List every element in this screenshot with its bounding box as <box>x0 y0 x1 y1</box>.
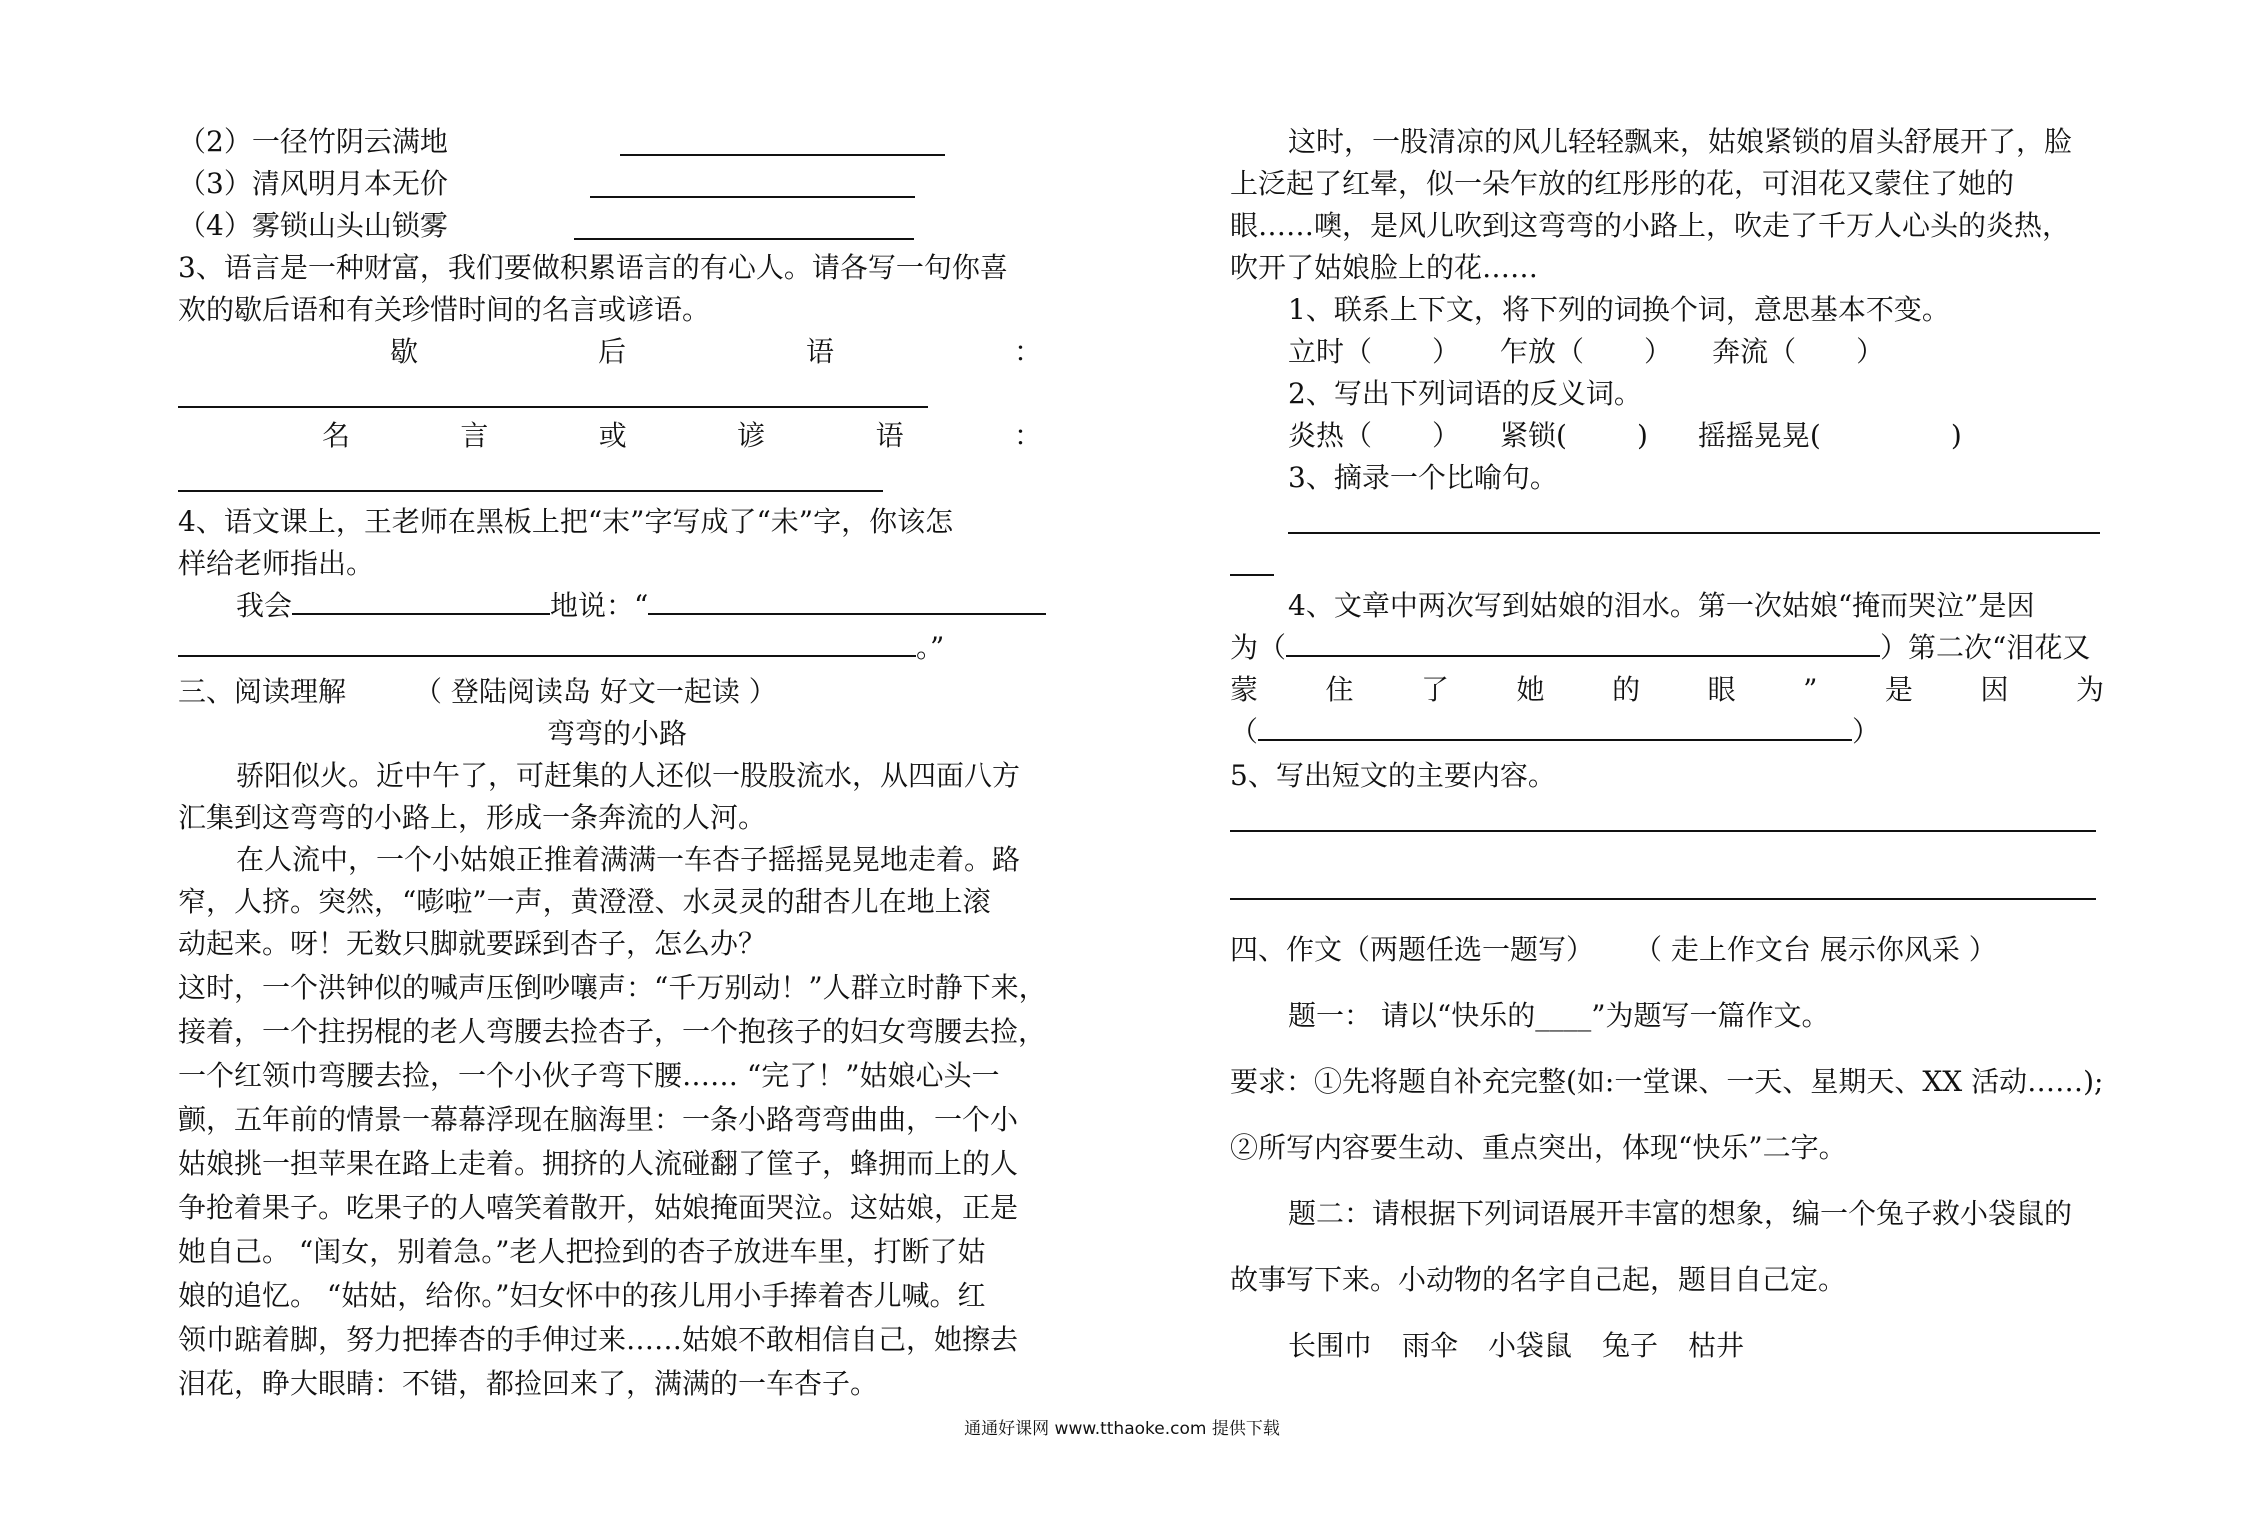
story-title: 弯弯的小路 <box>546 717 687 750</box>
label-char: 言 <box>460 419 489 452</box>
text-prefix: 为（ <box>1230 631 1287 664</box>
paren-close: ） <box>1852 715 1881 748</box>
story-line: 领巾踮着脚，努力把捧杏的手伸过来……姑娘不敢相信自己，她擦去 <box>178 1323 1019 1356</box>
footer-credit: 通通好课网 www.tthaoke.com 提供下载 <box>964 1419 1280 1439</box>
xiehouyu-answer-line[interactable] <box>178 406 928 408</box>
section-title: 三、阅读理解 <box>178 675 347 708</box>
text-char: 眼 <box>1707 673 1736 706</box>
answer-line[interactable] <box>1230 574 1274 576</box>
section-4-heading <box>1230 930 2104 970</box>
label-char: 语 <box>875 419 904 452</box>
label-char: 歇 <box>390 335 419 368</box>
reading-question-2-words <box>1230 416 2104 456</box>
story-line: 娘的追忆。 “姑姑，给你。”妇女怀中的孩儿用小手捧着杏儿喊。红 <box>178 1279 986 1312</box>
word-prompt: ） <box>1856 335 1885 368</box>
reading-question-4-line-1: 4、文章中两次写到姑娘的泪水。第一次姑娘“掩而哭泣”是因 <box>1288 589 2035 622</box>
reading-question-3: 3、摘录一个比喻句。 <box>1288 461 1558 494</box>
text-char: 为 <box>2075 673 2104 706</box>
mingyan-label <box>178 416 1056 456</box>
answer-blank[interactable] <box>292 587 550 615</box>
story-line: 她自己。 “闺女，别着急。”老人把捡到的杏子放进车里，打断了姑 <box>178 1235 986 1268</box>
answer-blank[interactable] <box>178 629 916 657</box>
answer-blank[interactable] <box>1258 713 1852 741</box>
word-prompt: ） <box>1644 335 1673 368</box>
word-prompt: 奔流（ <box>1712 335 1797 368</box>
keyword: 长围巾 <box>1288 1329 1373 1362</box>
label-char: 名 <box>322 419 351 452</box>
text-char: ” <box>1803 673 1818 706</box>
label-char: 后 <box>597 335 626 368</box>
reading-question-2: 2、写出下列词语的反义词。 <box>1288 377 1642 410</box>
text-char: 她 <box>1516 673 1545 706</box>
reading-question-4-line-2 <box>1230 628 2104 668</box>
reading-question-1-words <box>1230 332 2104 372</box>
word-prompt: ) <box>1950 419 1962 452</box>
question-4-line-1: 4、语文课上，王老师在黑板上把“末”字写成了“未”字，你该怎 <box>178 505 954 538</box>
word-prompt: ) <box>1636 419 1648 452</box>
section-title: 四、作文（两题任选一题写） <box>1230 933 1595 966</box>
story-line: 眼……噢，是风儿吹到这弯弯的小路上，吹走了千万人心头的炎热， <box>1230 209 2071 242</box>
story-line: 汇集到这弯弯的小路上，形成一条奔流的人河。 <box>178 801 767 834</box>
composition-requirement-1: 要求：①先将题自补充完整(如:一堂课、一天、星期天、XX 活动……); <box>1230 1065 2104 1098</box>
text-char: 了 <box>1421 673 1450 706</box>
answer-line[interactable] <box>1288 532 2100 534</box>
answer-line[interactable] <box>574 238 914 240</box>
story-line: 颤，五年前的情景一幕幕浮现在脑海里：一条小路弯弯曲曲，一个小 <box>178 1103 1019 1136</box>
story-line: 一个红领巾弯腰去捡，一个小伙子弯下腰…… “完了！”姑娘心头一 <box>178 1059 1000 1092</box>
text-char: 因 <box>1980 673 2009 706</box>
answer-line[interactable] <box>620 154 945 156</box>
composition-requirement-2: ②所写内容要生动、重点突出，体现“快乐”二字。 <box>1230 1131 1847 1164</box>
answer-blank[interactable] <box>648 587 1046 615</box>
story-line: 泪花，睁大眼睛：不错，都捡回来了，满满的一车杏子。 <box>178 1367 879 1400</box>
mingyan-answer-line[interactable] <box>178 490 883 492</box>
composition-topic-2-line-2: 故事写下来。小动物的名字自己起，题目自己定。 <box>1230 1263 1847 1296</box>
story-line: 这时，一股清凉的风儿轻轻飘来，姑娘紧锁的眉头舒展开了，脸 <box>1288 125 2073 158</box>
reading-question-4-line-4 <box>1230 712 2104 752</box>
story-line: 窄，人挤。突然，“嘭啦”一声，黄澄澄、水灵灵的甜杏儿在地上滚 <box>178 885 991 918</box>
question-3-line-1: 3、语言是一种财富，我们要做积累语言的有心人。请各写一句你喜 <box>178 251 1008 284</box>
section-note: （ 登陆阅读岛 好文一起读 ） <box>414 675 777 708</box>
question-4-answer-row <box>178 586 1056 626</box>
keyword: 枯井 <box>1688 1329 1745 1362</box>
text-char: 住 <box>1325 673 1354 706</box>
word-prompt: 乍放（ <box>1500 335 1585 368</box>
word-prompt: ） <box>1432 419 1461 452</box>
story-line: 这时，一个洪钟似的喊声压倒吵嚷声：“千万别动！”人群立时静下来， <box>178 971 1047 1004</box>
keyword: 雨伞 <box>1402 1329 1459 1362</box>
answer-line[interactable] <box>590 196 915 198</box>
composition-topic-1: 题一： 请以“快乐的____”为题写一篇作文。 <box>1288 999 1830 1032</box>
answer-line[interactable] <box>1230 898 2096 900</box>
reading-question-4-line-3 <box>1230 670 2104 710</box>
question-text: （3）清风明月本无价 <box>178 167 448 200</box>
label-char: ： <box>1013 419 1042 452</box>
quote-end: 。” <box>916 631 945 664</box>
question-item <box>178 206 1056 246</box>
composition-topic-2-line-1: 题二：请根据下列词语展开丰富的想象，编一个兔子救小袋鼠的 <box>1288 1197 2073 1230</box>
dishuo-text: 地说：“ <box>550 589 649 622</box>
paren-open: （ <box>1230 715 1259 748</box>
reading-question-1: 1、联系上下文，将下列的词换个词，意思基本不变。 <box>1288 293 1950 326</box>
label-char: 语 <box>805 335 834 368</box>
question-text: （4）雾锁山头山锁雾 <box>178 209 448 242</box>
question-item <box>178 164 1056 204</box>
question-4-answer-row-2 <box>178 628 1056 668</box>
word-prompt: 炎热（ <box>1288 419 1373 452</box>
question-text: （2）一径竹阴云满地 <box>178 125 448 158</box>
word-prompt: ） <box>1432 335 1461 368</box>
story-line: 动起来。呀！无数只脚就要踩到杏子，怎么办？ <box>178 927 767 960</box>
story-line: 姑娘挑一担苹果在路上走着。拥挤的人流碰翻了筐子，蜂拥而上的人 <box>178 1147 1019 1180</box>
story-line: 在人流中，一个小姑娘正推着满满一车杏子摇摇晃晃地走着。路 <box>236 843 1021 876</box>
story-line: 骄阳似火。近中午了，可赶集的人还似一股股流水，从四面八方 <box>236 759 1021 792</box>
question-4-line-2: 样给老师指出。 <box>178 547 375 580</box>
story-line: 吹开了姑娘脸上的花…… <box>1230 251 1539 284</box>
label-char: 或 <box>598 419 627 452</box>
text-char: 是 <box>1884 673 1913 706</box>
keyword: 兔子 <box>1602 1329 1659 1362</box>
question-3-line-2: 欢的歇后语和有关珍惜时间的名言或谚语。 <box>178 293 711 326</box>
keyword: 小袋鼠 <box>1488 1329 1573 1362</box>
question-item <box>178 122 1056 162</box>
word-prompt: 摇摇晃晃( <box>1697 419 1821 452</box>
story-line: 接着，一个拄拐棍的老人弯腰去捡杏子，一个抱孩子的妇女弯腰去捡， <box>178 1015 1047 1048</box>
text-char: 蒙 <box>1230 673 1259 706</box>
label-char: ： <box>1013 335 1042 368</box>
wohui-text: 我会 <box>236 589 293 622</box>
word-prompt: 紧锁( <box>1500 419 1567 452</box>
xiehouyu-label <box>178 332 1056 372</box>
reading-question-5: 5、写出短文的主要内容。 <box>1230 759 1556 792</box>
text-suffix: ）第二次“泪花又 <box>1880 631 2091 664</box>
story-line: 上泛起了红晕，似一朵乍放的红彤彤的花，可泪花又蒙住了她的 <box>1230 167 2015 200</box>
section-note: （ 走上作文台 展示你风采 ） <box>1634 933 1997 966</box>
keyword-list <box>1230 1326 2104 1366</box>
section-3-heading <box>178 672 1056 712</box>
answer-blank[interactable] <box>1286 629 1880 657</box>
word-prompt: 立时（ <box>1288 335 1373 368</box>
text-char: 的 <box>1612 673 1641 706</box>
label-char: 谚 <box>737 419 766 452</box>
story-line: 争抢着果子。吃果子的人嘻笑着散开，姑娘掩面哭泣。这姑娘，正是 <box>178 1191 1019 1224</box>
answer-line[interactable] <box>1230 830 2096 832</box>
